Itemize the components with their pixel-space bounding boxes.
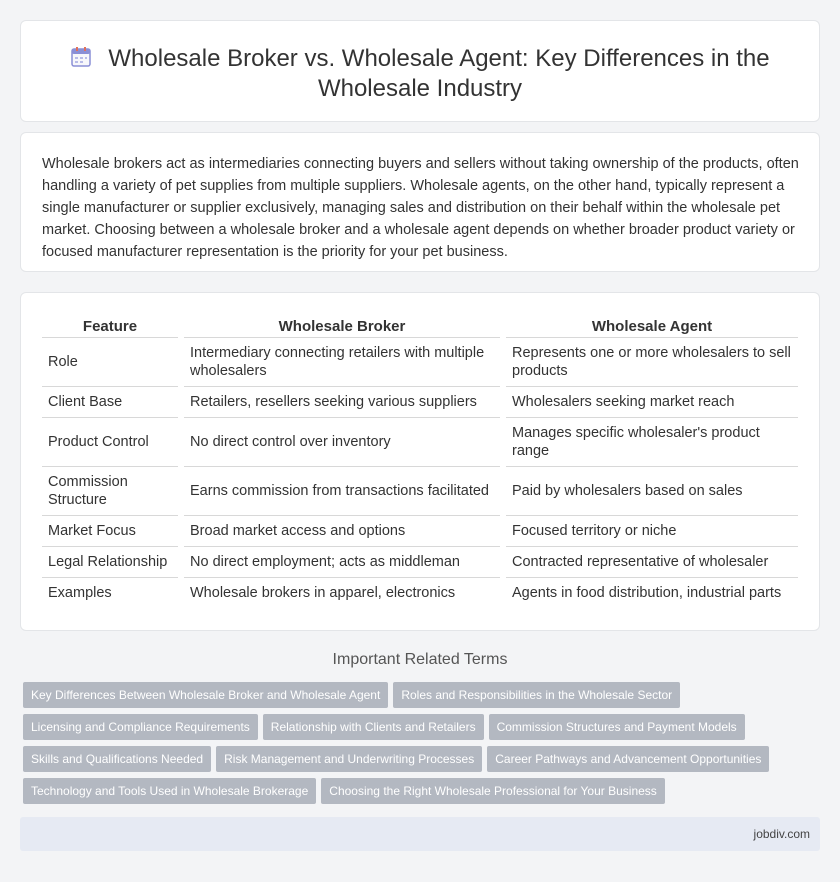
cell-broker: Earns commission from transactions facilitated bbox=[184, 467, 500, 516]
comparison-card bbox=[20, 292, 820, 631]
header-agent: Wholesale Agent bbox=[506, 315, 798, 338]
table-header-row bbox=[42, 315, 798, 338]
cell-broker: No direct employment; acts as middleman bbox=[184, 547, 500, 578]
related-tag-link[interactable]: Licensing and Compliance Requirements bbox=[23, 714, 258, 740]
comparison-table bbox=[42, 315, 798, 608]
table-row bbox=[42, 547, 798, 578]
related-tag-link[interactable]: Key Differences Between Wholesale Broker and Wholesale Agent bbox=[23, 682, 388, 708]
header-broker: Wholesale Broker bbox=[184, 315, 500, 338]
cell-feature: Product Control bbox=[42, 418, 178, 467]
table-row bbox=[42, 418, 798, 467]
table-row bbox=[42, 467, 798, 516]
related-tag-link[interactable]: Relationship with Clients and Retailers bbox=[263, 714, 484, 740]
cell-agent: Wholesalers seeking market reach bbox=[506, 387, 798, 418]
related-tag-link[interactable]: Career Pathways and Advancement Opportunities bbox=[487, 746, 769, 772]
cell-agent: Contracted representative of wholesaler bbox=[506, 547, 798, 578]
related-terms-title: Important Related Terms bbox=[332, 651, 508, 668]
calendar-icon bbox=[70, 46, 92, 68]
cell-broker: Broad market access and options bbox=[184, 516, 500, 547]
footer-bar bbox=[20, 817, 820, 851]
cell-broker: No direct control over inventory bbox=[184, 418, 500, 467]
cell-agent: Focused territory or niche bbox=[506, 516, 798, 547]
cell-feature: Legal Relationship bbox=[42, 547, 178, 578]
table-row bbox=[42, 578, 798, 608]
cell-agent: Agents in food distribution, industrial parts bbox=[512, 585, 782, 601]
table-row bbox=[42, 516, 798, 547]
cell-agent: Paid by wholesalers based on sales bbox=[506, 467, 798, 516]
related-tag-link[interactable]: Risk Management and Underwriting Processes bbox=[216, 746, 482, 772]
related-tag-link[interactable]: Roles and Responsibilities in the Wholesale Sector bbox=[393, 682, 680, 708]
title-line-1: Wholesale Broker vs. Wholesale Agent: Key Differences in the bbox=[108, 45, 770, 72]
page-title bbox=[21, 44, 819, 104]
header-card bbox=[20, 20, 820, 122]
cell-broker: Retailers, resellers seeking various suppliers bbox=[184, 387, 500, 418]
intro-paragraph: Wholesale brokers act as intermediaries connecting buyers and sellers without taking ownership of the products, often handling a variety of pet supplies from multiple suppliers. Wholesale agents, on the other hand, typically represent a single manufacturer or supplier exclusively, managing sales and distribution on their behalf within the wholesale pet market. Choosing between a wholesale broker and a wholesale agent depends on whether broader product variety or focused manufacturer representation is the priority for your pet business. bbox=[42, 156, 799, 260]
cell-feature: Client Base bbox=[42, 387, 178, 418]
related-tag-link[interactable]: Commission Structures and Payment Models bbox=[489, 714, 745, 740]
related-terms-list bbox=[23, 682, 803, 810]
title-line-2: Wholesale Industry bbox=[317, 75, 523, 102]
footer-site-link[interactable]: jobdiv.com bbox=[753, 827, 810, 841]
cell-feature: Market Focus bbox=[42, 516, 178, 547]
cell-feature: Commission Structure bbox=[42, 467, 178, 516]
cell-feature: Role bbox=[42, 338, 178, 387]
cell-feature: Examples bbox=[48, 585, 112, 601]
cell-agent: Represents one or more wholesalers to sell products bbox=[506, 338, 798, 387]
header-feature: Feature bbox=[42, 315, 178, 338]
intro-card bbox=[20, 132, 820, 272]
cell-agent: Manages specific wholesaler's product range bbox=[506, 418, 798, 467]
cell-broker: Intermediary connecting retailers with multiple wholesalers bbox=[184, 338, 500, 387]
related-tag-link[interactable]: Choosing the Right Wholesale Professional for Your Business bbox=[321, 778, 665, 804]
table-row bbox=[42, 338, 798, 387]
table-row bbox=[42, 387, 798, 418]
related-tag-link[interactable]: Skills and Qualifications Needed bbox=[23, 746, 211, 772]
cell-broker: Wholesale brokers in apparel, electronics bbox=[190, 585, 456, 601]
related-tag-link[interactable]: Technology and Tools Used in Wholesale Brokerage bbox=[23, 778, 316, 804]
